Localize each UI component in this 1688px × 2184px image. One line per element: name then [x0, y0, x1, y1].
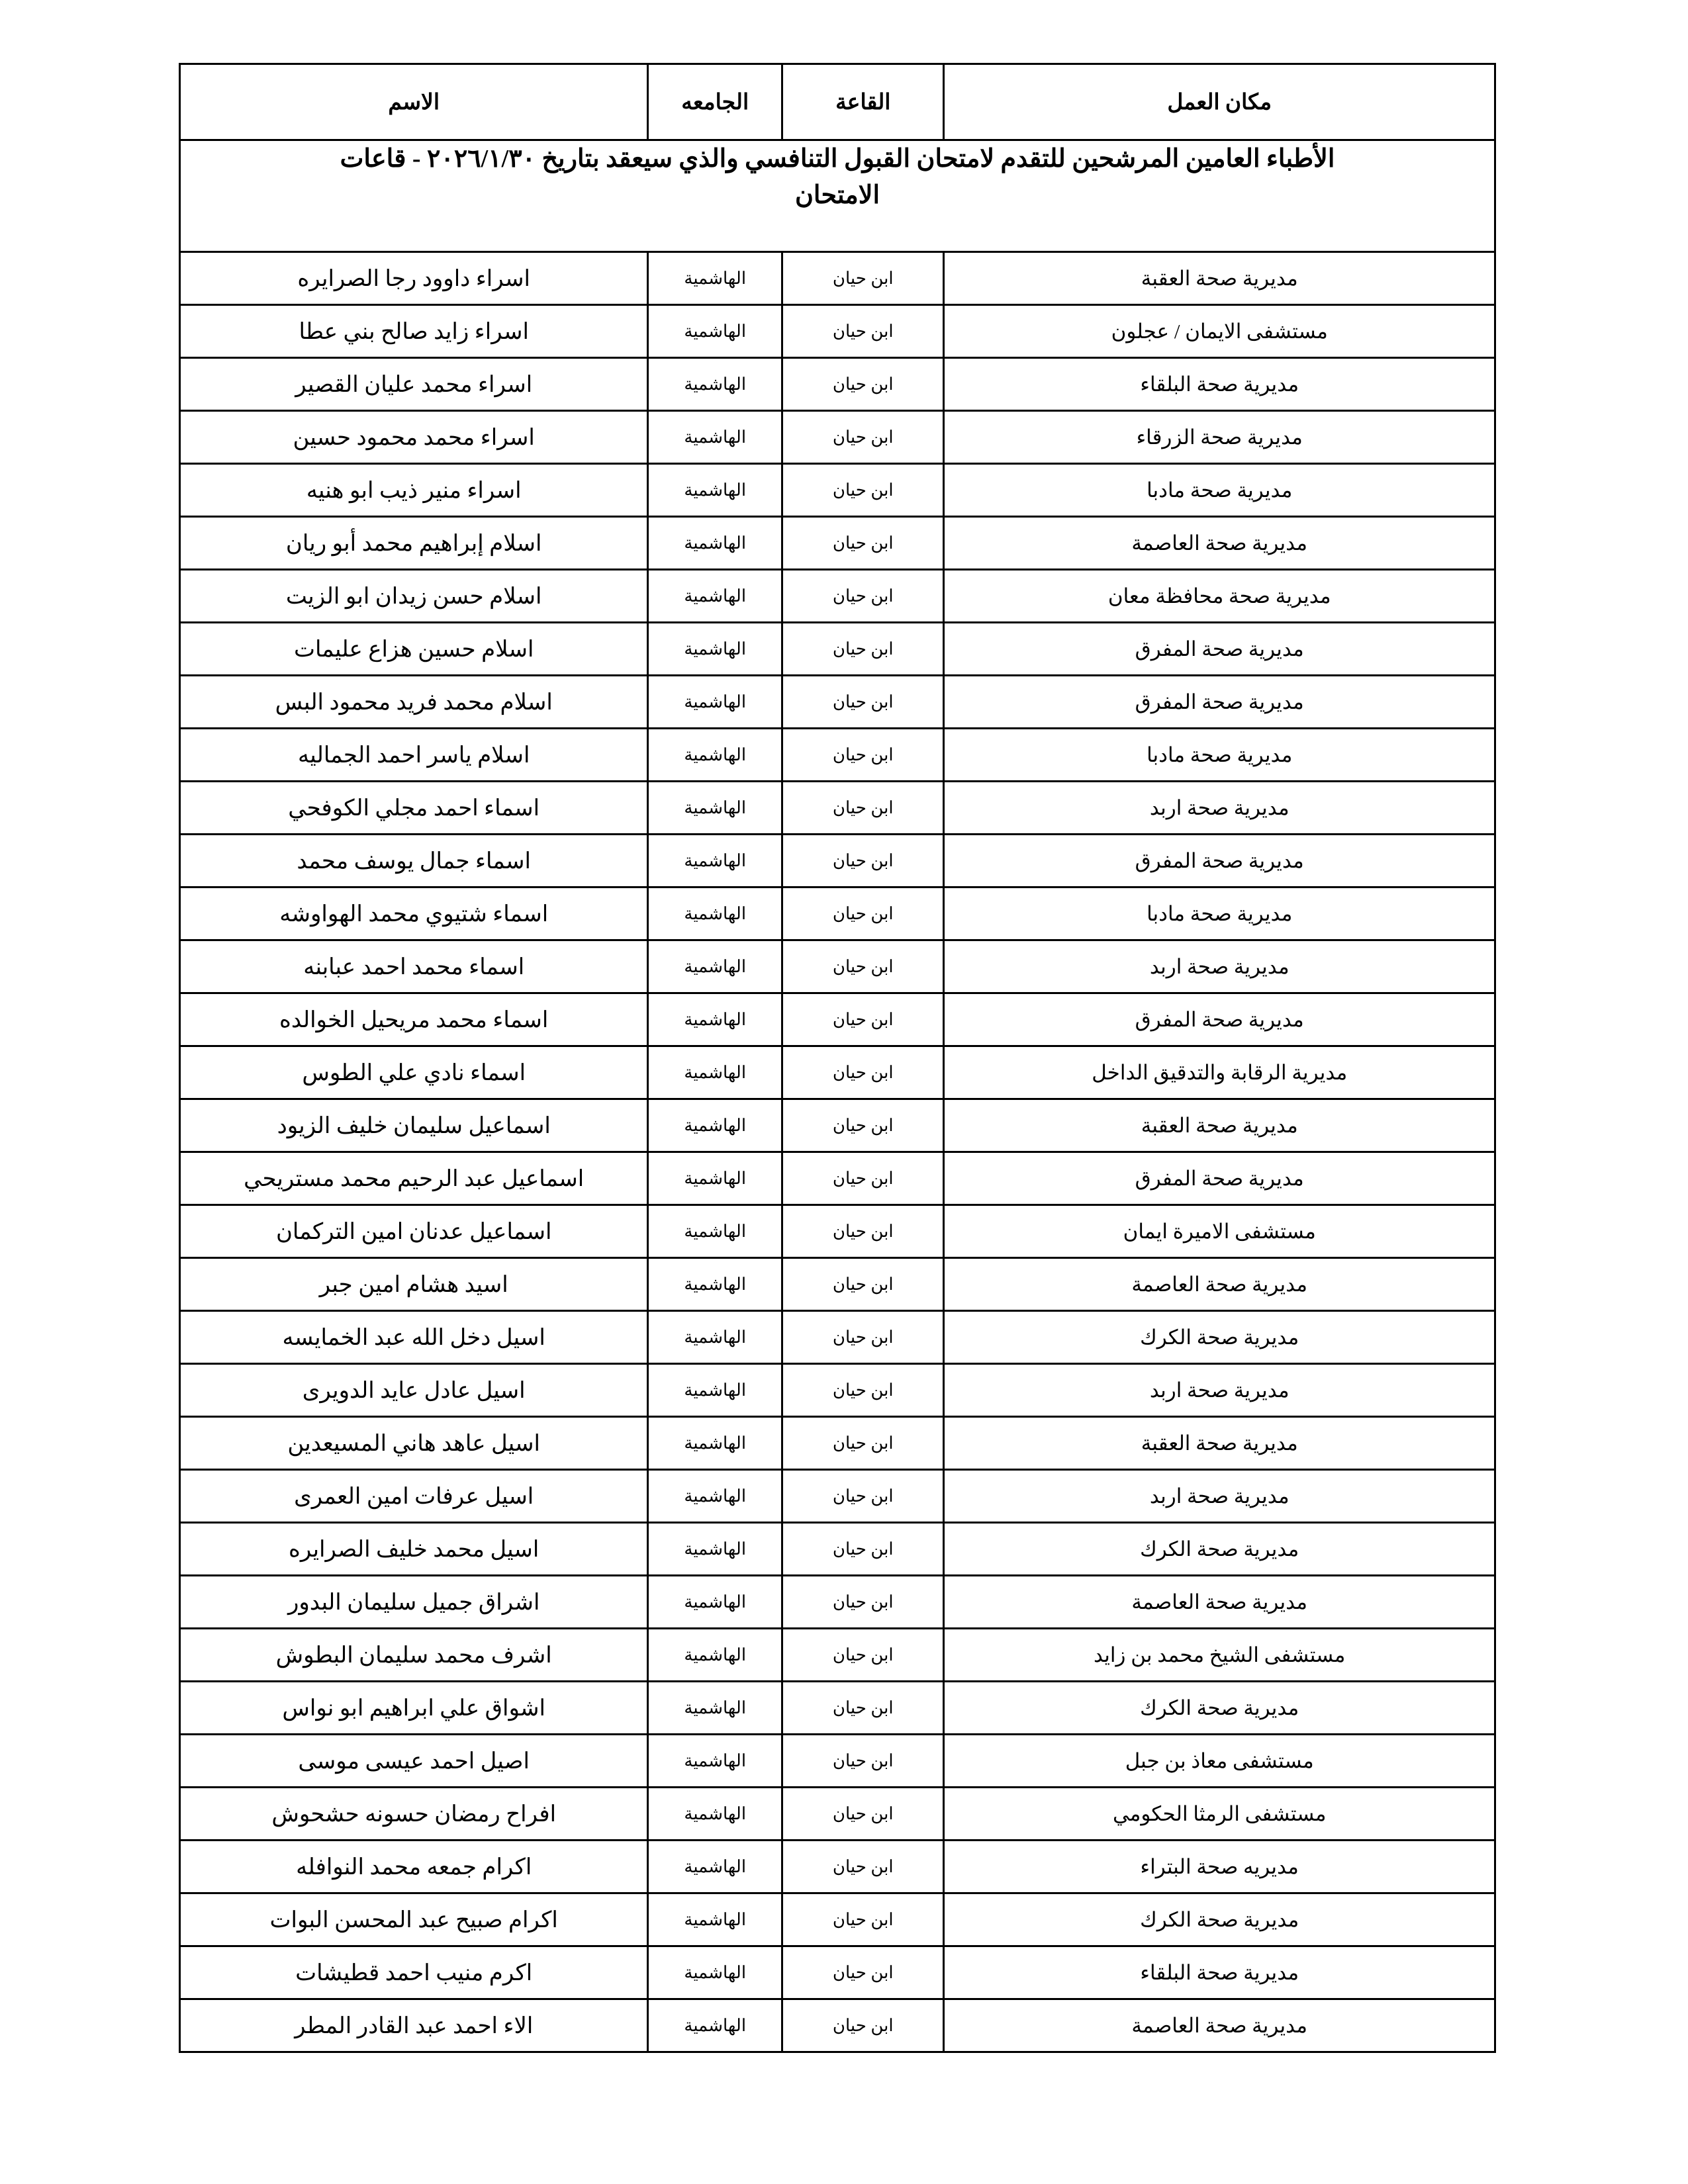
- cell-hall: ابن حيان: [782, 887, 944, 940]
- cell-workplace: مديرية الرقابة والتدقيق الداخل: [944, 1046, 1495, 1099]
- cell-hall: ابن حيان: [782, 1046, 944, 1099]
- cell-workplace: مديرية صحة المفرق: [944, 676, 1495, 729]
- table-row: [180, 1046, 1495, 1099]
- cell-name: اشواق علي ابراهيم ابو نواس: [180, 1682, 648, 1735]
- cell-name: اسيل محمد خليف الصرايره: [180, 1523, 648, 1576]
- cell-university: الهاشمية: [648, 782, 782, 835]
- cell-name: اسلام حسن زيدان ابو الزيت: [180, 570, 648, 623]
- cell-hall: ابن حيان: [782, 1258, 944, 1311]
- cell-workplace: مديرية صحة البلقاء: [944, 358, 1495, 411]
- cell-name: اسراء داوود رجا الصرايره: [180, 252, 648, 305]
- table-row: [180, 1735, 1495, 1788]
- cell-hall: ابن حيان: [782, 1629, 944, 1682]
- cell-name: اكرم منيب احمد قطيشات: [180, 1946, 648, 1999]
- cell-name: اسيل عادل عايد الدويرى: [180, 1364, 648, 1417]
- cell-workplace: مديرية صحة العاصمة: [944, 1999, 1495, 2052]
- cell-name: افراح رمضان حسونه حشحوش: [180, 1788, 648, 1841]
- cell-hall: ابن حيان: [782, 1999, 944, 2052]
- cell-hall: ابن حيان: [782, 993, 944, 1046]
- cell-workplace: مستشفى الايمان / عجلون: [944, 305, 1495, 358]
- table-row: [180, 1999, 1495, 2052]
- cell-university: الهاشمية: [648, 570, 782, 623]
- table-row: [180, 729, 1495, 782]
- table-row: [180, 305, 1495, 358]
- cell-university: الهاشمية: [648, 1205, 782, 1258]
- header-row: [180, 64, 1495, 140]
- table-row: [180, 1893, 1495, 1946]
- cell-workplace: مديرية صحة العقبة: [944, 1099, 1495, 1152]
- table-row: [180, 1682, 1495, 1735]
- cell-university: الهاشمية: [648, 676, 782, 729]
- table-body: [180, 252, 1495, 2052]
- cell-hall: ابن حيان: [782, 411, 944, 464]
- cell-workplace: مديرية صحة اربد: [944, 1470, 1495, 1523]
- cell-workplace: مديرية صحة الكرك: [944, 1311, 1495, 1364]
- column-header-workplace: مكان العمل: [944, 64, 1495, 140]
- title-row: [180, 140, 1495, 214]
- cell-university: الهاشمية: [648, 517, 782, 570]
- cell-name: اسيل عرفات امين العمرى: [180, 1470, 648, 1523]
- cell-university: الهاشمية: [648, 623, 782, 676]
- cell-workplace: مديرية صحة مادبا: [944, 729, 1495, 782]
- cell-workplace: مديرية صحة العقبة: [944, 1417, 1495, 1470]
- cell-university: الهاشمية: [648, 1258, 782, 1311]
- cell-workplace: مستشفى الاميرة ايمان: [944, 1205, 1495, 1258]
- table-row: [180, 1629, 1495, 1682]
- cell-hall: ابن حيان: [782, 676, 944, 729]
- cell-workplace: مديرية صحة مادبا: [944, 464, 1495, 517]
- cell-name: اسلام حسين هزاع عليمات: [180, 623, 648, 676]
- cell-name: اسيل دخل الله عبد الخمايسه: [180, 1311, 648, 1364]
- cell-hall: ابن حيان: [782, 729, 944, 782]
- cell-university: الهاشمية: [648, 1099, 782, 1152]
- cell-workplace: مديرية صحة اربد: [944, 1364, 1495, 1417]
- cell-name: اسماء محمد احمد عبابنه: [180, 940, 648, 993]
- cell-workplace: مديرية صحة البلقاء: [944, 1946, 1495, 1999]
- cell-workplace: مديرية صحة الكرك: [944, 1682, 1495, 1735]
- title-spacer-row: [180, 214, 1495, 252]
- cell-university: الهاشمية: [648, 993, 782, 1046]
- cell-hall: ابن حيان: [782, 782, 944, 835]
- cell-name: اسماء محمد مريحيل الخوالده: [180, 993, 648, 1046]
- cell-name: اسيل عاهد هاني المسيعدين: [180, 1417, 648, 1470]
- cell-university: الهاشمية: [648, 1735, 782, 1788]
- table-row: [180, 1841, 1495, 1893]
- cell-hall: ابن حيان: [782, 305, 944, 358]
- table-row: [180, 1258, 1495, 1311]
- column-header-hall: القاعة: [782, 64, 944, 140]
- table-row: [180, 1311, 1495, 1364]
- cell-hall: ابن حيان: [782, 252, 944, 305]
- cell-workplace: مستشفى الرمثا الحكومي: [944, 1788, 1495, 1841]
- cell-workplace: مديرية صحة المفرق: [944, 993, 1495, 1046]
- cell-workplace: مستشفى معاذ بن جبل: [944, 1735, 1495, 1788]
- cell-university: الهاشمية: [648, 464, 782, 517]
- cell-name: اسراء محمد عليان القصير: [180, 358, 648, 411]
- cell-university: الهاشمية: [648, 411, 782, 464]
- cell-name: اسيد هشام امين جبر: [180, 1258, 648, 1311]
- cell-university: الهاشمية: [648, 835, 782, 887]
- cell-university: الهاشمية: [648, 1470, 782, 1523]
- cell-hall: ابن حيان: [782, 940, 944, 993]
- cell-name: اكرام صبيح عبد المحسن البوات: [180, 1893, 648, 1946]
- cell-university: الهاشمية: [648, 1152, 782, 1205]
- cell-hall: ابن حيان: [782, 1152, 944, 1205]
- cell-university: الهاشمية: [648, 1999, 782, 2052]
- cell-workplace: مديرية صحة المفرق: [944, 1152, 1495, 1205]
- cell-name: اسماعيل سليمان خليف الزيود: [180, 1099, 648, 1152]
- cell-university: الهاشمية: [648, 1417, 782, 1470]
- cell-name: اسماء جمال يوسف محمد: [180, 835, 648, 887]
- cell-workplace: مديرية صحة الكرك: [944, 1893, 1495, 1946]
- cell-name: اشراق جميل سليمان البدور: [180, 1576, 648, 1629]
- table-row: [180, 1576, 1495, 1629]
- cell-name: اصيل احمد عيسى موسى: [180, 1735, 648, 1788]
- cell-workplace: مديرية صحة محافظة معان: [944, 570, 1495, 623]
- cell-hall: ابن حيان: [782, 1735, 944, 1788]
- cell-university: الهاشمية: [648, 1364, 782, 1417]
- table-row: [180, 1523, 1495, 1576]
- cell-hall: ابن حيان: [782, 1099, 944, 1152]
- cell-workplace: مستشفى الشيخ محمد بن زايد: [944, 1629, 1495, 1682]
- table-row: [180, 252, 1495, 305]
- cell-workplace: مديرية صحة المفرق: [944, 623, 1495, 676]
- table-row: [180, 887, 1495, 940]
- cell-hall: ابن حيان: [782, 835, 944, 887]
- cell-university: الهاشمية: [648, 252, 782, 305]
- table-row: [180, 358, 1495, 411]
- table-row: [180, 464, 1495, 517]
- cell-name: اسلام إبراهيم محمد أبو ريان: [180, 517, 648, 570]
- cell-university: الهاشمية: [648, 1046, 782, 1099]
- candidates-table: [179, 63, 1496, 2053]
- table-row: [180, 676, 1495, 729]
- table-row: [180, 835, 1495, 887]
- title-block: [180, 140, 1495, 252]
- title-spacer-cell: [180, 214, 1495, 252]
- cell-university: الهاشمية: [648, 729, 782, 782]
- cell-hall: ابن حيان: [782, 464, 944, 517]
- cell-hall: ابن حيان: [782, 1946, 944, 1999]
- table-row: [180, 940, 1495, 993]
- page-title-line-1: الأطباء العامين المرشحين للتقدم لامتحان القبول التنافسي والذي سيعقد بتاريخ ٢٠٢٦/١/٣٠ - قاعات: [340, 145, 1335, 173]
- cell-name: اسلام محمد فريد محمود البس: [180, 676, 648, 729]
- cell-hall: ابن حيان: [782, 1788, 944, 1841]
- table-row: [180, 1788, 1495, 1841]
- cell-name: اسماعيل عبد الرحيم محمد مستريحي: [180, 1152, 648, 1205]
- cell-workplace: مديرية صحة اربد: [944, 940, 1495, 993]
- cell-hall: ابن حيان: [782, 1205, 944, 1258]
- table-row: [180, 411, 1495, 464]
- cell-hall: ابن حيان: [782, 1682, 944, 1735]
- cell-name: اكرام جمعه محمد النوافله: [180, 1841, 648, 1893]
- cell-workplace: مديرية صحة العقبة: [944, 252, 1495, 305]
- cell-university: الهاشمية: [648, 1841, 782, 1893]
- table-row: [180, 1470, 1495, 1523]
- cell-workplace: مديرية صحة اربد: [944, 782, 1495, 835]
- cell-name: اسماء شتيوي محمد الهواوشه: [180, 887, 648, 940]
- table-row: [180, 782, 1495, 835]
- cell-university: الهاشمية: [648, 1682, 782, 1735]
- cell-university: الهاشمية: [648, 940, 782, 993]
- cell-workplace: مديرية صحة الكرك: [944, 1523, 1495, 1576]
- cell-name: اسماء احمد مجلي الكوفحي: [180, 782, 648, 835]
- cell-university: الهاشمية: [648, 1629, 782, 1682]
- cell-university: الهاشمية: [648, 1576, 782, 1629]
- cell-workplace: مديرية صحة العاصمة: [944, 517, 1495, 570]
- page-title: [180, 140, 1495, 214]
- table-row: [180, 1152, 1495, 1205]
- cell-name: اسماء نادي علي الطوس: [180, 1046, 648, 1099]
- cell-university: الهاشمية: [648, 1523, 782, 1576]
- cell-hall: ابن حيان: [782, 623, 944, 676]
- cell-hall: ابن حيان: [782, 1311, 944, 1364]
- cell-workplace: مديرية صحة العاصمة: [944, 1258, 1495, 1311]
- cell-name: اشرف محمد سليمان البطوش: [180, 1629, 648, 1682]
- cell-hall: ابن حيان: [782, 1364, 944, 1417]
- cell-name: الاء احمد عبد القادر المطر: [180, 1999, 648, 2052]
- cell-workplace: مديرية صحة مادبا: [944, 887, 1495, 940]
- cell-hall: ابن حيان: [782, 1523, 944, 1576]
- cell-hall: ابن حيان: [782, 1841, 944, 1893]
- table-header: [180, 64, 1495, 140]
- cell-hall: ابن حيان: [782, 358, 944, 411]
- cell-university: الهاشمية: [648, 1788, 782, 1841]
- table-row: [180, 623, 1495, 676]
- cell-hall: ابن حيان: [782, 1417, 944, 1470]
- cell-hall: ابن حيان: [782, 1576, 944, 1629]
- cell-university: الهاشمية: [648, 1893, 782, 1946]
- cell-university: الهاشمية: [648, 887, 782, 940]
- table-row: [180, 1205, 1495, 1258]
- cell-name: اسراء زايد صالح بني عطا: [180, 305, 648, 358]
- cell-hall: ابن حيان: [782, 570, 944, 623]
- cell-name: اسماعيل عدنان امين التركمان: [180, 1205, 648, 1258]
- cell-workplace: مديرية صحة الزرقاء: [944, 411, 1495, 464]
- cell-university: الهاشمية: [648, 305, 782, 358]
- cell-name: اسراء منير ذيب ابو هنيه: [180, 464, 648, 517]
- page-title-line-2: الامتحان: [794, 181, 880, 210]
- table-row: [180, 517, 1495, 570]
- table-row: [180, 1364, 1495, 1417]
- table-row: [180, 1946, 1495, 1999]
- table-row: [180, 1099, 1495, 1152]
- cell-hall: ابن حيان: [782, 517, 944, 570]
- table-row: [180, 1417, 1495, 1470]
- cell-university: الهاشمية: [648, 1311, 782, 1364]
- cell-hall: ابن حيان: [782, 1470, 944, 1523]
- cell-name: اسراء محمد محمود حسين: [180, 411, 648, 464]
- cell-university: الهاشمية: [648, 1946, 782, 1999]
- cell-workplace: مديرية صحة المفرق: [944, 835, 1495, 887]
- cell-university: الهاشمية: [648, 358, 782, 411]
- table-row: [180, 993, 1495, 1046]
- column-header-university: الجامعه: [648, 64, 782, 140]
- cell-workplace: مديرية صحة العاصمة: [944, 1576, 1495, 1629]
- cell-name: اسلام ياسر احمد الجماليه: [180, 729, 648, 782]
- cell-workplace: مديريه صحة البتراء: [944, 1841, 1495, 1893]
- column-header-name: الاسم: [180, 64, 648, 140]
- table-row: [180, 570, 1495, 623]
- cell-hall: ابن حيان: [782, 1893, 944, 1946]
